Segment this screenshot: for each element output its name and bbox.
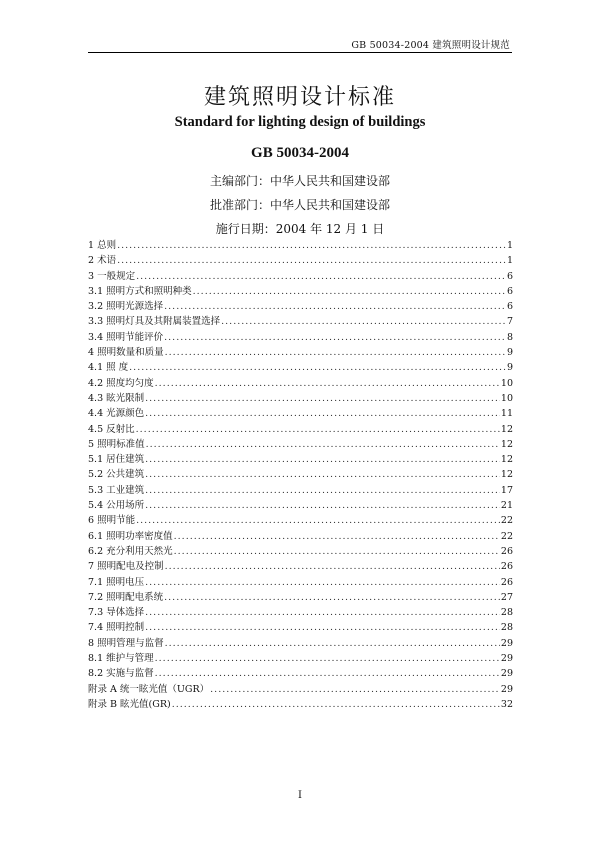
- toc-entry[interactable]: [88, 467, 513, 482]
- toc-dot-leader: [165, 345, 506, 360]
- toc-entry-title: 4 照明数量和质量: [88, 347, 164, 359]
- toc-entry-page: 26: [500, 545, 513, 557]
- toc-entry-title: 5.3 工业建筑: [88, 484, 145, 496]
- toc-entry-title: 6.2 充分利用天然光: [88, 545, 173, 557]
- toc-entry-page: 12: [500, 438, 513, 450]
- toc-entry-page: 10: [500, 377, 513, 389]
- document-title-chinese: 建筑照明设计标准: [203, 85, 396, 110]
- toc-dot-leader: [145, 467, 500, 482]
- toc-entry-title: 7.2 照明配电系统: [88, 591, 164, 603]
- toc-entry-page: 10: [500, 392, 513, 404]
- page-number: I: [298, 790, 302, 801]
- toc-entry-title: 8.2 实施与监督: [88, 668, 154, 680]
- toc-dot-leader: [145, 605, 500, 620]
- editing-department-label: 主编部门：: [209, 174, 270, 188]
- toc-entry-title: 6.1 照明功率密度值: [88, 530, 173, 542]
- approving-department-label: 批准部门：: [209, 198, 270, 212]
- toc-entry[interactable]: [88, 284, 513, 299]
- toc-entry-title: 5.2 公共建筑: [88, 469, 145, 481]
- toc-dot-leader: [136, 513, 500, 528]
- toc-entry[interactable]: [88, 483, 513, 498]
- toc-dot-leader: [117, 253, 506, 268]
- toc-entry[interactable]: [88, 605, 513, 620]
- toc-entry-page: 27: [500, 591, 513, 603]
- toc-entry[interactable]: [88, 544, 513, 559]
- toc-entry[interactable]: [88, 620, 513, 635]
- toc-entry[interactable]: [88, 575, 513, 590]
- toc-dot-leader: [165, 636, 500, 651]
- toc-dot-leader: [145, 452, 500, 467]
- toc-entry[interactable]: [88, 697, 513, 712]
- toc-entry[interactable]: [88, 452, 513, 467]
- toc-dot-leader: [136, 269, 506, 284]
- toc-dot-leader: [172, 697, 500, 712]
- header-rule: [88, 52, 512, 53]
- toc-entry-title: 7.3 导体选择: [88, 607, 145, 619]
- toc-entry-page: 12: [500, 469, 513, 481]
- editing-department-value: 中华人民共和国建设部: [270, 174, 391, 188]
- toc-entry-title: 3 一般规定: [88, 270, 136, 282]
- toc-entry[interactable]: [88, 590, 513, 605]
- toc-entry[interactable]: [88, 437, 513, 452]
- toc-entry-title: 4.3 眩光限制: [88, 392, 145, 404]
- toc-entry-title: 8 照明管理与监督: [88, 637, 164, 649]
- toc-entry-title: 3.2 照明光源选择: [88, 301, 164, 313]
- approving-department-value: 中华人民共和国建设部: [270, 198, 391, 212]
- toc-entry-page: 6: [506, 270, 513, 282]
- toc-dot-leader: [155, 651, 500, 666]
- toc-entry[interactable]: [88, 299, 513, 314]
- toc-dot-leader: [164, 299, 506, 314]
- toc-entry[interactable]: [88, 513, 513, 528]
- toc-dot-leader: [221, 314, 506, 329]
- toc-entry-page: 29: [500, 637, 513, 649]
- toc-entry[interactable]: [88, 253, 513, 268]
- toc-dot-leader: [164, 330, 506, 345]
- toc-entry[interactable]: [88, 422, 513, 437]
- editing-department-line: [0, 172, 600, 189]
- toc-entry-title: 附录 A 统一眩光值（UGR）: [88, 683, 210, 695]
- toc-entry-page: 28: [500, 622, 513, 634]
- toc-entry-page: 6: [506, 285, 513, 297]
- toc-entry-title: 5 照明标准值: [88, 438, 145, 450]
- toc-entry[interactable]: [88, 376, 513, 391]
- toc-dot-leader: [145, 483, 500, 498]
- toc-entry-title: 4.1 照 度: [88, 362, 129, 374]
- toc-entry[interactable]: [88, 391, 513, 406]
- toc-entry[interactable]: [88, 314, 513, 329]
- toc-entry-page: 12: [500, 423, 513, 435]
- toc-entry-title: 6 照明节能: [88, 515, 136, 527]
- toc-entry-page: 7: [506, 316, 513, 328]
- approving-department-line: [0, 196, 600, 213]
- toc-dot-leader: [210, 682, 500, 697]
- toc-entry-title: 2 术语: [88, 255, 117, 267]
- toc-dot-leader: [129, 360, 506, 375]
- toc-entry-page: 26: [500, 576, 513, 588]
- toc-entry-page: 11: [500, 408, 513, 420]
- toc-entry-page: 9: [506, 362, 513, 374]
- toc-entry-page: 21: [500, 500, 513, 512]
- effective-date-label: 施行日期：: [215, 222, 276, 236]
- table-of-contents: [88, 238, 513, 712]
- toc-entry-page: 26: [500, 561, 513, 573]
- toc-dot-leader: [145, 498, 500, 513]
- document-title-english: Standard for lighting design of buildings: [174, 114, 426, 130]
- toc-dot-leader: [174, 544, 500, 559]
- toc-entry-page: 1: [506, 240, 513, 251]
- toc-entry-page: 29: [500, 653, 513, 665]
- toc-dot-leader: [155, 666, 500, 681]
- toc-entry-title: 3.1 照明方式和照明种类: [88, 285, 192, 297]
- toc-dot-leader: [174, 529, 500, 544]
- toc-entry-title: 5.4 公用场所: [88, 500, 145, 512]
- toc-entry-page: 12: [500, 454, 513, 466]
- toc-entry-page: 8: [506, 331, 513, 343]
- toc-entry[interactable]: [88, 345, 513, 360]
- effective-date-value: 2004 年 12 月 1 日: [275, 222, 385, 236]
- toc-dot-leader: [145, 391, 500, 406]
- toc-entry-title: 3.3 照明灯具及其附属装置选择: [88, 316, 221, 328]
- toc-entry-page: 9: [506, 347, 513, 359]
- toc-entry-page: 29: [500, 683, 513, 695]
- toc-entry[interactable]: [88, 666, 513, 681]
- toc-entry-title: 7.4 照明控制: [88, 622, 145, 634]
- toc-entry-title: 4.4 光源颜色: [88, 408, 145, 420]
- toc-dot-leader: [165, 559, 500, 574]
- toc-entry[interactable]: [88, 238, 513, 253]
- toc-dot-leader: [136, 422, 500, 437]
- standard-code: GB 50034-2004: [251, 145, 349, 161]
- toc-entry[interactable]: [88, 360, 513, 375]
- effective-date-line: [0, 220, 600, 237]
- toc-entry-page: 28: [500, 607, 513, 619]
- toc-entry-page: 1: [506, 255, 513, 267]
- toc-entry[interactable]: [88, 406, 513, 421]
- toc-dot-leader: [146, 437, 500, 452]
- toc-entry-title: 5.1 居住建筑: [88, 454, 145, 466]
- toc-entry-title: 8.1 维护与管理: [88, 653, 154, 665]
- toc-entry-page: 32: [500, 698, 513, 710]
- toc-dot-leader: [145, 620, 500, 635]
- toc-entry[interactable]: [88, 682, 513, 697]
- toc-entry-page: 29: [500, 668, 513, 680]
- toc-entry-page: 22: [500, 515, 513, 527]
- toc-entry[interactable]: [88, 651, 513, 666]
- toc-entry-title: 7 照明配电及控制: [88, 561, 164, 573]
- running-header: GB 50034-2004 建筑照明设计规范: [351, 40, 510, 51]
- toc-dot-leader: [164, 590, 500, 605]
- toc-entry-title: 附录 B 眩光值(GR): [88, 698, 171, 710]
- toc-entry[interactable]: [88, 269, 513, 284]
- toc-entry[interactable]: [88, 559, 513, 574]
- toc-entry-title: 7.1 照明电压: [88, 576, 145, 588]
- toc-entry-page: 22: [500, 530, 513, 542]
- toc-entry-page: 6: [506, 301, 513, 313]
- toc-entry[interactable]: [88, 330, 513, 345]
- toc-dot-leader: [193, 284, 506, 299]
- toc-entry-title: 1 总则: [88, 240, 117, 251]
- toc-dot-leader: [117, 238, 506, 253]
- toc-dot-leader: [155, 376, 500, 391]
- toc-entry[interactable]: [88, 498, 513, 513]
- toc-entry-title: 4.5 反射比: [88, 423, 135, 435]
- toc-dot-leader: [145, 575, 500, 590]
- toc-entry-title: 4.2 照度均匀度: [88, 377, 154, 389]
- toc-entry-page: 17: [500, 484, 513, 496]
- toc-entry-title: 3.4 照明节能评价: [88, 331, 164, 343]
- toc-entry[interactable]: [88, 636, 513, 651]
- toc-dot-leader: [145, 406, 500, 421]
- toc-entry[interactable]: [88, 529, 513, 544]
